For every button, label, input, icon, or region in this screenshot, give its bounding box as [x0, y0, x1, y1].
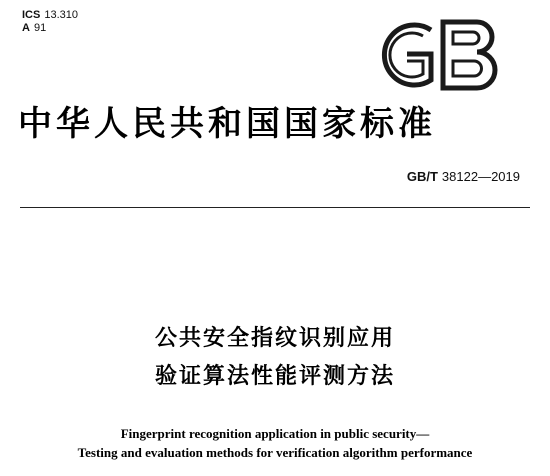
standard-number: [407, 169, 520, 185]
gb-logo: [373, 14, 501, 96]
ccs-code-row: [22, 22, 78, 35]
ccs-code: 91: [33, 22, 47, 34]
standard-number-value: 38122—2019: [441, 169, 520, 184]
english-title-line-2: Testing and evaluation methods for verification algorithm performance: [77, 445, 473, 460]
chinese-title-line-2: 验证算法性能评测方法: [154, 364, 395, 389]
chinese-title-line-1: 公共安全指纹识别应用: [154, 326, 395, 351]
english-title-line-1: Fingerprint recognition application in public security—: [120, 426, 430, 441]
ics-label: ICS: [22, 9, 41, 21]
ccs-label: A: [22, 22, 30, 34]
standard-number-prefix: GB/T: [406, 169, 438, 184]
classification-codes: [22, 9, 78, 35]
ics-code-row: [22, 9, 78, 22]
ics-code: 13.310: [44, 9, 78, 21]
header-divider: [20, 207, 530, 208]
national-standard-title: 中华人民共和国国家标准: [18, 104, 436, 144]
gb-logo-letters: [384, 22, 495, 88]
